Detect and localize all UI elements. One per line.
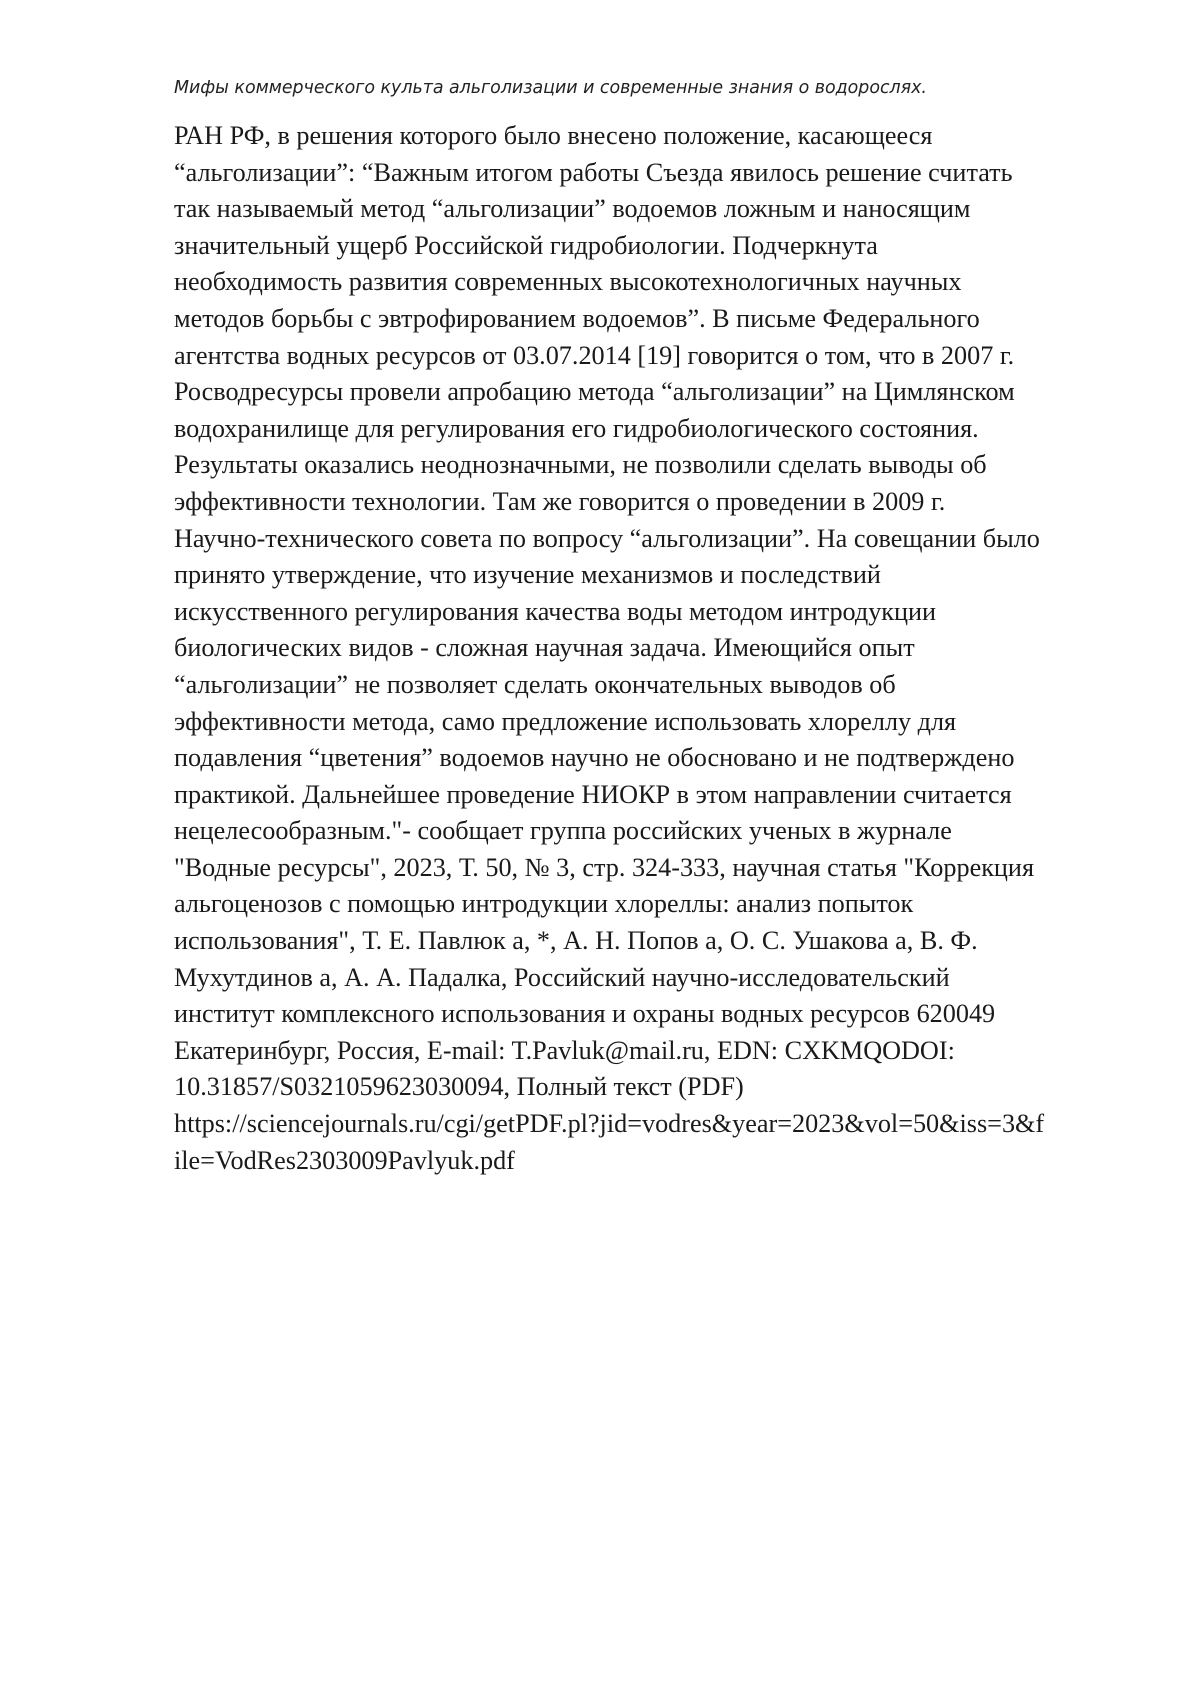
text-line: 10.31857/S0321059623030094, Полный текст (PDF) bbox=[174, 1072, 744, 1102]
text-line: водохранилище для регулирования его гидробиологического состояния. bbox=[174, 413, 979, 443]
text-line: Екатеринбург, Россия, E-mail: T.Pavluk@mail.ru, EDN: CXKMQODOI: bbox=[174, 1035, 955, 1065]
text-line: нецелесообразным."- сообщает группа российских ученых в журнале bbox=[174, 816, 952, 846]
text-line: методов борьбы с эвтрофированием водоемов”. В письме Федерального bbox=[174, 303, 980, 333]
body-paragraph bbox=[174, 118, 1114, 1179]
text-line: РАН РФ, в решения которого было внесено положение, касающееся bbox=[174, 121, 933, 150]
text-line: так называемый метод “альголизации” водоемов ложным и наносящим bbox=[174, 194, 971, 224]
text-line: “альголизации”: “Важным итогом работы Съезда явилось решение считать bbox=[174, 157, 1013, 187]
text-line: биологических видов - сложная научная задача. Имеющийся опыт bbox=[174, 633, 915, 663]
text-line: эффективности метода, само предложение использовать хлореллу для bbox=[174, 706, 957, 736]
text-line: практикой. Дальнейшее проведение НИОКР в этом направлении считается bbox=[174, 779, 1012, 809]
text-line: использования", Т. Е. Павлюк а, *, А. Н. Попов а, О. С. Ушакова а, В. Ф. bbox=[174, 926, 978, 956]
text-line: эффективности технологии. Там же говорится о проведении в 2009 г. bbox=[174, 486, 946, 516]
text-line: Мухутдинов а, А. А. Падалка, Российский научно-исследовательский bbox=[174, 962, 950, 992]
running-header: Мифы коммерческого культа альголизации и современные знания о водорослях. bbox=[174, 78, 927, 98]
text-line: необходимость развития современных высокотехнологичных научных bbox=[174, 267, 962, 297]
text-line: альгоценозов с помощью интродукции хлореллы: анализ попыток bbox=[174, 889, 914, 919]
text-line: институт комплексного использования и охраны водных ресурсов 620049 bbox=[174, 999, 996, 1029]
text-line: агентства водных ресурсов от 03.07.2014 [19] говорится о том, что в 2007 г. bbox=[174, 340, 1015, 370]
text-line: Результаты оказались неоднозначными, не позволили сделать выводы об bbox=[174, 450, 987, 480]
text-line: значительный ущерб Российской гидробиологии. Подчеркнута bbox=[174, 230, 878, 260]
text-line: искусственного регулирования качества воды методом интродукции bbox=[174, 596, 937, 626]
text-line: “альголизации” не позволяет сделать окончательных выводов об bbox=[174, 669, 896, 699]
text-line: "Водные ресурсы", 2023, Т. 50, № 3, стр. 324-333, научная статья "Коррекция bbox=[174, 852, 1034, 882]
text-line: принято утверждение, что изучение механизмов и последствий bbox=[174, 560, 881, 590]
text-line: Научно-технического совета по вопросу “альголизации”. На совещании было bbox=[174, 523, 1040, 553]
pdf-link-line[interactable]: https://sciencejournals.ru/cgi/getPDF.pl?jid=vodres&year=2023&vol=50&iss=3&f bbox=[174, 1109, 1045, 1139]
text-line: подавления “цветения” водоемов научно не обосновано и не подтверждено bbox=[174, 743, 1015, 773]
pdf-link-line[interactable]: ile=VodRes2303009Pavlyuk.pdf bbox=[174, 1145, 515, 1175]
text-line: Росводресурсы провели апробацию метода “альголизации” на Цимлянском bbox=[174, 377, 1015, 407]
